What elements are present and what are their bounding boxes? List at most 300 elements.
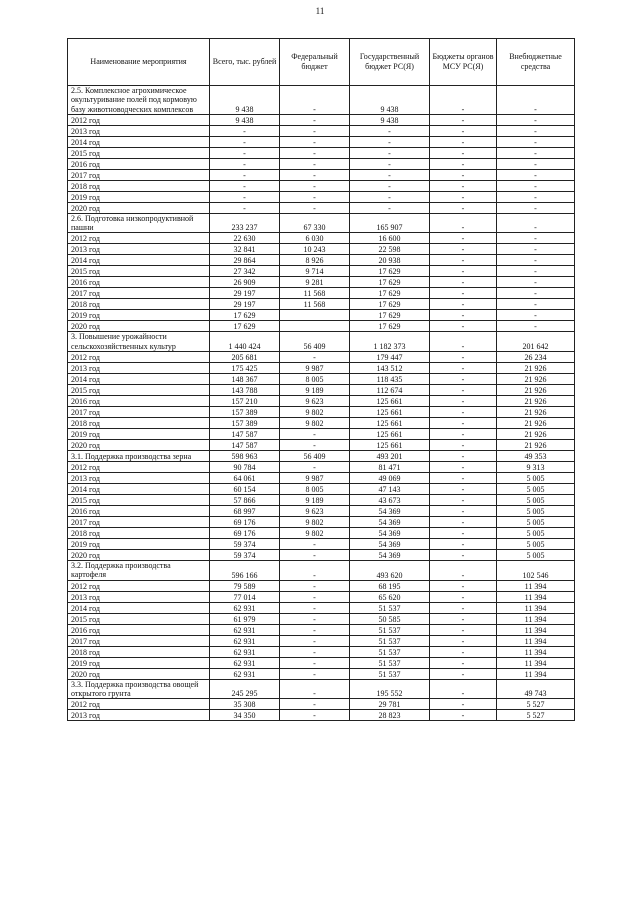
cell-federal: 9 802 (280, 407, 350, 418)
table-row (68, 418, 575, 429)
cell-total: 62 931 (210, 635, 280, 646)
cell-name: 2013 год (68, 244, 210, 255)
cell-municipal: - (430, 114, 497, 125)
cell-state: 51 537 (350, 657, 430, 668)
cell-state: 17 629 (350, 266, 430, 277)
table-row (68, 277, 575, 288)
cell-municipal: - (430, 332, 497, 352)
cell-federal (280, 310, 350, 321)
cell-municipal: - (430, 180, 497, 191)
cell-state: - (350, 169, 430, 180)
table-row (68, 580, 575, 591)
cell-name: 3.3. Поддержка производства овощей открытого грунта (68, 679, 210, 699)
cell-municipal: - (430, 288, 497, 299)
table-row (68, 484, 575, 495)
cell-federal: - (280, 180, 350, 191)
cell-total: - (210, 125, 280, 136)
cell-municipal: - (430, 310, 497, 321)
cell-total: 60 154 (210, 484, 280, 495)
cell-name: 2016 год (68, 506, 210, 517)
cell-name: 2.6. Подготовка низкопродуктивной пашни (68, 213, 210, 233)
cell-total: 17 629 (210, 310, 280, 321)
header-cell-municipal: Бюджеты органов МСУ РС(Я) (430, 39, 497, 86)
cell-extrabudget: 5 527 (497, 699, 575, 710)
cell-name: 2018 год (68, 299, 210, 310)
cell-total: - (210, 136, 280, 147)
cell-name: 3. Повышение урожайности сельскохозяйственных культур (68, 332, 210, 352)
cell-federal: 56 409 (280, 332, 350, 352)
cell-name: 2020 год (68, 668, 210, 679)
cell-municipal: - (430, 255, 497, 266)
cell-municipal: - (430, 602, 497, 613)
cell-federal: 11 568 (280, 299, 350, 310)
cell-total: 27 342 (210, 266, 280, 277)
cell-federal: - (280, 613, 350, 624)
cell-extrabudget: - (497, 255, 575, 266)
cell-municipal: - (430, 550, 497, 561)
cell-total: 77 014 (210, 591, 280, 602)
cell-name: 2019 год (68, 310, 210, 321)
cell-state: - (350, 202, 430, 213)
cell-total: 35 308 (210, 699, 280, 710)
cell-extrabudget: 49 743 (497, 679, 575, 699)
cell-state: 51 537 (350, 635, 430, 646)
table-section-row (68, 679, 575, 699)
cell-federal: 9 802 (280, 418, 350, 429)
cell-name: 2020 год (68, 440, 210, 451)
cell-name: 2018 год (68, 418, 210, 429)
cell-state: 125 661 (350, 407, 430, 418)
cell-total: 62 931 (210, 602, 280, 613)
cell-state: 51 537 (350, 668, 430, 679)
cell-federal: 8 926 (280, 255, 350, 266)
cell-municipal: - (430, 699, 497, 710)
cell-total: - (210, 191, 280, 202)
table-row (68, 299, 575, 310)
table-row (68, 646, 575, 657)
cell-total: 205 681 (210, 352, 280, 363)
cell-state: 28 823 (350, 710, 430, 721)
cell-state: 54 369 (350, 506, 430, 517)
table-row (68, 635, 575, 646)
table-row (68, 374, 575, 385)
cell-total: 68 997 (210, 506, 280, 517)
cell-name: 2015 год (68, 147, 210, 158)
header-cell-state: Государственный бюджет РС(Я) (350, 39, 430, 86)
cell-total: - (210, 147, 280, 158)
cell-municipal: - (430, 561, 497, 581)
cell-municipal: - (430, 233, 497, 244)
cell-extrabudget: - (497, 136, 575, 147)
table-section-row (68, 561, 575, 581)
table-body (68, 86, 575, 721)
table-row (68, 440, 575, 451)
cell-name: 2017 год (68, 288, 210, 299)
cell-state: 29 781 (350, 699, 430, 710)
cell-municipal: - (430, 266, 497, 277)
cell-state: 118 435 (350, 374, 430, 385)
cell-total: - (210, 158, 280, 169)
cell-name: 2.5. Комплексное агрохимическое окультуривание полей под кормовую базу животноводческих комплексов (68, 86, 210, 115)
cell-name: 2013 год (68, 591, 210, 602)
cell-name: 2012 год (68, 233, 210, 244)
cell-federal: - (280, 440, 350, 451)
cell-federal: 9 189 (280, 385, 350, 396)
cell-total: 64 061 (210, 473, 280, 484)
cell-state: - (350, 125, 430, 136)
table-row (68, 288, 575, 299)
cell-total: - (210, 169, 280, 180)
cell-total: 59 374 (210, 539, 280, 550)
cell-municipal: - (430, 169, 497, 180)
cell-state: 54 369 (350, 550, 430, 561)
cell-total: 90 784 (210, 462, 280, 473)
cell-name: 2016 год (68, 277, 210, 288)
cell-municipal: - (430, 539, 497, 550)
cell-name: 2014 год (68, 484, 210, 495)
cell-state: 9 438 (350, 114, 430, 125)
cell-extrabudget: 5 005 (497, 506, 575, 517)
cell-extrabudget: 21 926 (497, 407, 575, 418)
cell-total: 9 438 (210, 86, 280, 115)
cell-extrabudget: - (497, 114, 575, 125)
cell-total: 61 979 (210, 613, 280, 624)
cell-extrabudget: - (497, 233, 575, 244)
cell-state: 125 661 (350, 429, 430, 440)
cell-federal: 67 330 (280, 213, 350, 233)
table-row (68, 624, 575, 635)
cell-municipal: - (430, 213, 497, 233)
cell-total: 62 931 (210, 624, 280, 635)
cell-name: 2014 год (68, 136, 210, 147)
cell-extrabudget: - (497, 277, 575, 288)
cell-municipal: - (430, 244, 497, 255)
table-row (68, 668, 575, 679)
cell-name: 2012 год (68, 352, 210, 363)
cell-federal: 9 714 (280, 266, 350, 277)
cell-total: 79 589 (210, 580, 280, 591)
table-row (68, 310, 575, 321)
table-row (68, 385, 575, 396)
table-row (68, 539, 575, 550)
cell-municipal: - (430, 352, 497, 363)
cell-total: 598 963 (210, 451, 280, 462)
cell-federal: - (280, 136, 350, 147)
cell-name: 2012 год (68, 114, 210, 125)
cell-state: 47 143 (350, 484, 430, 495)
cell-extrabudget: 21 926 (497, 440, 575, 451)
cell-federal: - (280, 624, 350, 635)
cell-total: - (210, 180, 280, 191)
cell-state: 143 512 (350, 363, 430, 374)
cell-federal: - (280, 668, 350, 679)
cell-state: 81 471 (350, 462, 430, 473)
cell-federal: 11 568 (280, 288, 350, 299)
table-row (68, 169, 575, 180)
cell-name: 2013 год (68, 363, 210, 374)
cell-extrabudget: 21 926 (497, 385, 575, 396)
cell-state: 43 673 (350, 495, 430, 506)
cell-state: 51 537 (350, 646, 430, 657)
cell-federal (280, 321, 350, 332)
cell-municipal: - (430, 495, 497, 506)
cell-total: 29 864 (210, 255, 280, 266)
cell-municipal: - (430, 668, 497, 679)
cell-federal: - (280, 352, 350, 363)
cell-federal: - (280, 125, 350, 136)
cell-extrabudget: 5 005 (497, 528, 575, 539)
cell-federal: - (280, 646, 350, 657)
table-section-row (68, 332, 575, 352)
cell-total: 9 438 (210, 114, 280, 125)
cell-name: 2018 год (68, 646, 210, 657)
cell-extrabudget: 21 926 (497, 418, 575, 429)
table-row (68, 506, 575, 517)
cell-total: 62 931 (210, 657, 280, 668)
cell-name: 2015 год (68, 385, 210, 396)
cell-state: 125 661 (350, 396, 430, 407)
cell-extrabudget: - (497, 158, 575, 169)
cell-federal: - (280, 580, 350, 591)
cell-extrabudget: - (497, 244, 575, 255)
cell-total: 233 237 (210, 213, 280, 233)
cell-state: 125 661 (350, 440, 430, 451)
cell-extrabudget: 5 005 (497, 550, 575, 561)
table-row (68, 602, 575, 613)
cell-municipal: - (430, 158, 497, 169)
cell-total: 59 374 (210, 550, 280, 561)
cell-state: 17 629 (350, 277, 430, 288)
table-row (68, 517, 575, 528)
table-row (68, 147, 575, 158)
cell-name: 2016 год (68, 624, 210, 635)
cell-total: 157 389 (210, 407, 280, 418)
cell-name: 2015 год (68, 613, 210, 624)
cell-extrabudget: - (497, 180, 575, 191)
cell-federal: 8 005 (280, 374, 350, 385)
table-row (68, 429, 575, 440)
cell-extrabudget: 49 353 (497, 451, 575, 462)
cell-name: 2012 год (68, 699, 210, 710)
cell-extrabudget: 11 394 (497, 613, 575, 624)
cell-extrabudget: - (497, 86, 575, 115)
cell-extrabudget: 26 234 (497, 352, 575, 363)
cell-name: 2015 год (68, 495, 210, 506)
cell-name: 2013 год (68, 125, 210, 136)
cell-municipal: - (430, 418, 497, 429)
cell-municipal: - (430, 506, 497, 517)
cell-extrabudget: - (497, 147, 575, 158)
cell-state: - (350, 191, 430, 202)
cell-municipal: - (430, 385, 497, 396)
cell-state: 20 938 (350, 255, 430, 266)
cell-federal: - (280, 710, 350, 721)
cell-federal: 9 802 (280, 517, 350, 528)
cell-state: 1 182 373 (350, 332, 430, 352)
cell-state: 493 201 (350, 451, 430, 462)
cell-extrabudget: 5 005 (497, 517, 575, 528)
cell-federal: - (280, 550, 350, 561)
table-section-row (68, 451, 575, 462)
cell-state: 165 907 (350, 213, 430, 233)
table-row (68, 202, 575, 213)
table-row (68, 191, 575, 202)
cell-extrabudget: - (497, 169, 575, 180)
cell-state: 49 069 (350, 473, 430, 484)
cell-extrabudget: 11 394 (497, 657, 575, 668)
header-cell-name: Наименование мероприятия (68, 39, 210, 86)
cell-federal: 9 189 (280, 495, 350, 506)
cell-municipal: - (430, 440, 497, 451)
cell-municipal: - (430, 299, 497, 310)
cell-federal: 9 623 (280, 506, 350, 517)
cell-extrabudget: - (497, 310, 575, 321)
table-section-row (68, 213, 575, 233)
table-row (68, 180, 575, 191)
cell-total: 1 440 424 (210, 332, 280, 352)
cell-total: 69 176 (210, 517, 280, 528)
cell-name: 2013 год (68, 473, 210, 484)
cell-total: 62 931 (210, 646, 280, 657)
cell-name: 3.1. Поддержка производства зерна (68, 451, 210, 462)
cell-total: 22 630 (210, 233, 280, 244)
cell-state: 125 661 (350, 418, 430, 429)
cell-municipal: - (430, 528, 497, 539)
cell-total: 157 210 (210, 396, 280, 407)
cell-name: 2014 год (68, 602, 210, 613)
header-cell-extrabudget: Внебюджетные средства (497, 39, 575, 86)
table-row (68, 352, 575, 363)
cell-state: 17 629 (350, 299, 430, 310)
cell-municipal: - (430, 635, 497, 646)
cell-extrabudget: - (497, 299, 575, 310)
cell-municipal: - (430, 679, 497, 699)
cell-extrabudget: 9 313 (497, 462, 575, 473)
cell-federal: - (280, 539, 350, 550)
cell-municipal: - (430, 374, 497, 385)
cell-extrabudget: - (497, 125, 575, 136)
cell-name: 2019 год (68, 429, 210, 440)
cell-total: 17 629 (210, 321, 280, 332)
cell-municipal: - (430, 646, 497, 657)
cell-federal: - (280, 429, 350, 440)
cell-name: 2019 год (68, 191, 210, 202)
table-row (68, 125, 575, 136)
cell-extrabudget: 11 394 (497, 624, 575, 635)
table-row (68, 591, 575, 602)
cell-state: 9 438 (350, 86, 430, 115)
cell-name: 2017 год (68, 517, 210, 528)
cell-federal: - (280, 147, 350, 158)
cell-municipal: - (430, 136, 497, 147)
cell-federal: - (280, 699, 350, 710)
cell-name: 2017 год (68, 407, 210, 418)
budget-table (67, 38, 575, 721)
cell-extrabudget: - (497, 191, 575, 202)
cell-extrabudget: 11 394 (497, 580, 575, 591)
cell-name: 2014 год (68, 374, 210, 385)
cell-municipal: - (430, 473, 497, 484)
cell-federal: - (280, 191, 350, 202)
cell-state: 51 537 (350, 602, 430, 613)
cell-name: 2019 год (68, 657, 210, 668)
cell-municipal: - (430, 321, 497, 332)
cell-federal: - (280, 561, 350, 581)
table-row (68, 657, 575, 668)
cell-federal: - (280, 114, 350, 125)
cell-municipal: - (430, 125, 497, 136)
cell-extrabudget: - (497, 321, 575, 332)
cell-total: - (210, 202, 280, 213)
cell-total: 596 166 (210, 561, 280, 581)
cell-state: - (350, 147, 430, 158)
header-cell-federal: Федеральный бюджет (280, 39, 350, 86)
cell-municipal: - (430, 363, 497, 374)
cell-extrabudget: 102 546 (497, 561, 575, 581)
cell-federal: 8 005 (280, 484, 350, 495)
cell-municipal: - (430, 191, 497, 202)
table-row (68, 363, 575, 374)
cell-municipal: - (430, 462, 497, 473)
cell-municipal: - (430, 624, 497, 635)
cell-federal: 9 802 (280, 528, 350, 539)
cell-state: 54 369 (350, 517, 430, 528)
cell-state: 17 629 (350, 310, 430, 321)
cell-name: 2017 год (68, 635, 210, 646)
cell-extrabudget: 11 394 (497, 646, 575, 657)
cell-total: 34 350 (210, 710, 280, 721)
cell-state: 493 620 (350, 561, 430, 581)
cell-state: 51 537 (350, 624, 430, 635)
cell-total: 57 866 (210, 495, 280, 506)
cell-federal: - (280, 591, 350, 602)
cell-total: 29 197 (210, 299, 280, 310)
table-row (68, 114, 575, 125)
cell-name: 2013 год (68, 710, 210, 721)
cell-municipal: - (430, 580, 497, 591)
cell-extrabudget: - (497, 266, 575, 277)
cell-federal: 9 623 (280, 396, 350, 407)
cell-total: 26 909 (210, 277, 280, 288)
cell-municipal: - (430, 710, 497, 721)
cell-federal: 9 987 (280, 363, 350, 374)
cell-state: 195 552 (350, 679, 430, 699)
cell-federal: 56 409 (280, 451, 350, 462)
cell-extrabudget: 11 394 (497, 591, 575, 602)
cell-extrabudget: - (497, 202, 575, 213)
cell-federal: - (280, 158, 350, 169)
cell-municipal: - (430, 591, 497, 602)
cell-name: 2020 год (68, 202, 210, 213)
cell-federal: - (280, 202, 350, 213)
cell-name: 2012 год (68, 462, 210, 473)
table-row (68, 158, 575, 169)
cell-federal: 10 243 (280, 244, 350, 255)
cell-extrabudget: 21 926 (497, 396, 575, 407)
cell-federal: - (280, 635, 350, 646)
cell-total: 175 425 (210, 363, 280, 374)
cell-total: 143 788 (210, 385, 280, 396)
cell-state: 179 447 (350, 352, 430, 363)
cell-total: 147 587 (210, 440, 280, 451)
cell-total: 147 587 (210, 429, 280, 440)
cell-name: 2018 год (68, 180, 210, 191)
cell-extrabudget: 5 005 (497, 484, 575, 495)
cell-state: - (350, 180, 430, 191)
cell-extrabudget: 5 005 (497, 473, 575, 484)
table-row (68, 495, 575, 506)
cell-federal: 9 281 (280, 277, 350, 288)
